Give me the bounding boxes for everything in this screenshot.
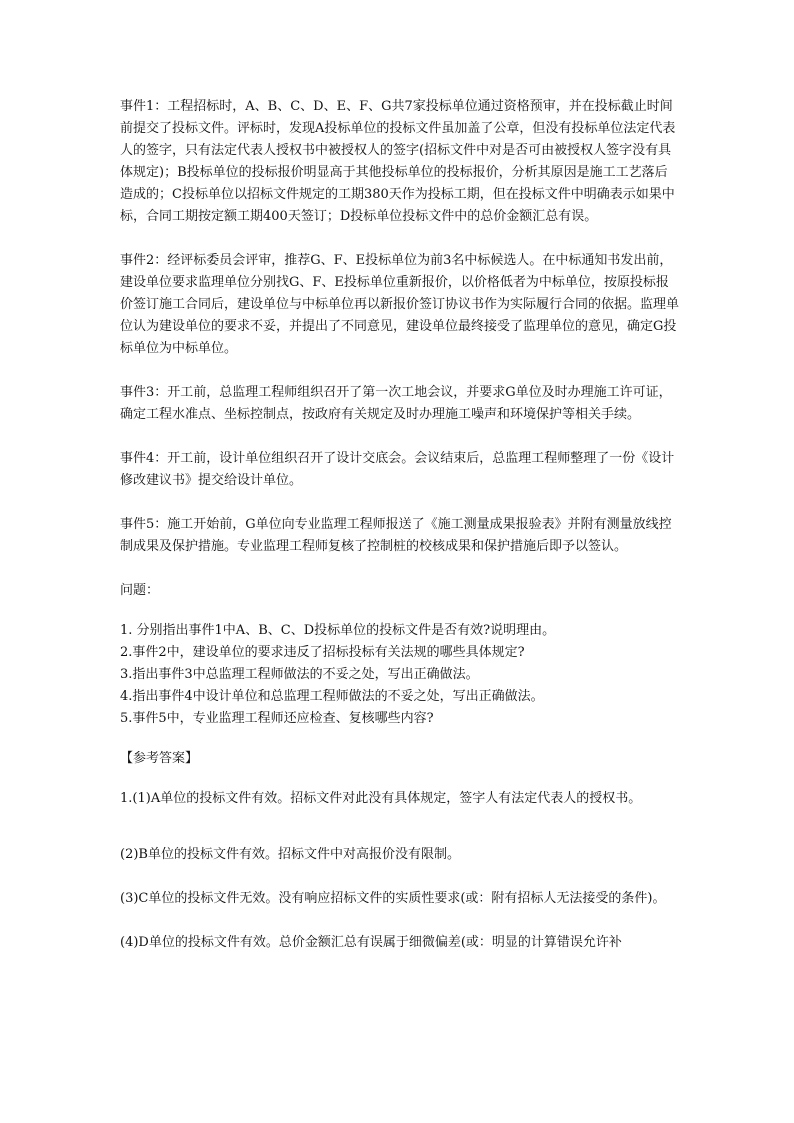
event-4-paragraph: 事件4：开工前，设计单位组织召开了设计交底会。会议结束后，总监理工程师整理了一份《设计修改建议书》提交给设计单位。: [120, 451, 675, 488]
question-item: 5.事件5中，专业监理工程师还应检查、复核哪些内容?: [120, 711, 434, 726]
questions-list: [120, 620, 680, 730]
questions-heading: 问题：: [120, 583, 160, 598]
question-item: 3.指出事件3中总监理工程师做法的不妥之处，写出正确做法。: [120, 667, 479, 682]
document-page: [120, 96, 680, 954]
answer-item: (4)D单位的投标文件有效。总价金额汇总有误属于细微偏差(或：明显的计算错误允许补: [120, 935, 622, 950]
event-1-paragraph: 事件1：工程招标时，A、B、C、D、E、F、G共7家投标单位通过资格预审，并在投标截止时间前提交了投标文件。评标时，发现A投标单位的投标文件虽加盖了公章，但没有投标单位法定代表人的签字，只有法定代表人授权书中被授权人的签字(招标文件中对是否可由被授权人签字没有具体规定)；B投标单位的投标报价明显高于其他投标单位的投标报价，分析其原因是施工工艺落后造成的；C投标单位以招标文件规定的工期380天作为投标工期，但在投标文件中明确表示如果中标，合同工期按定额工期400天签订；D投标单位投标文件中的总价金额汇总有误。: [120, 99, 676, 224]
question-item: 4.指出事件4中设计单位和总监理工程师做法的不妥之处，写出正确做法。: [120, 689, 544, 704]
answer-item: 1.(1)A单位的投标文件有效。招标文件对此没有具体规定，签字人有法定代表人的授权书。: [120, 791, 642, 806]
question-item: 1. 分别指出事件1中A、B、C、D投标单位的投标文件是否有效?说明理由。: [120, 623, 556, 638]
event-5-paragraph: 事件5：施工开始前，G单位向专业监理工程师报送了《施工测量成果报验表》并附有测量放线控制成果及保护措施。专业监理工程师复核了控制桩的校核成果和保护措施后即予以签认。: [120, 517, 672, 554]
answer-item: (2)B单位的投标文件有效。招标文件中对高报价没有限制。: [120, 847, 460, 862]
question-item: 2.事件2中，建设单位的要求违反了招标投标有关法规的哪些具体规定?: [120, 645, 525, 660]
answer-item: (3)C单位的投标文件无效。没有响应招标文件的实质性要求(或：附有招标人无法接受的条件)。: [120, 891, 666, 906]
event-3-paragraph: 事件3：开工前，总监理工程师组织召开了第一次工地会议，并要求G单位及时办理施工许可证，确定工程水准点、坐标控制点，按政府有关规定及时办理施工噪声和环境保护等相关手续。: [120, 385, 672, 422]
answer-heading: 【参考答案】: [120, 751, 199, 766]
event-2-paragraph: 事件2：经评标委员会评审，推荐G、F、E投标单位为前3名中标候选人。在中标通知书发出前，建设单位要求监理单位分别找G、F、E投标单位重新报价，以价格低者为中标单位，按原投标报价签订施工合同后，建设单位与中标单位再以新报价签订协议书作为实际履行合同的依据。监理单位认为建设单位的要求不妥，并提出了不同意见，建设单位最终接受了监理单位的意见，确定G投标单位为中标单位。: [120, 253, 680, 356]
